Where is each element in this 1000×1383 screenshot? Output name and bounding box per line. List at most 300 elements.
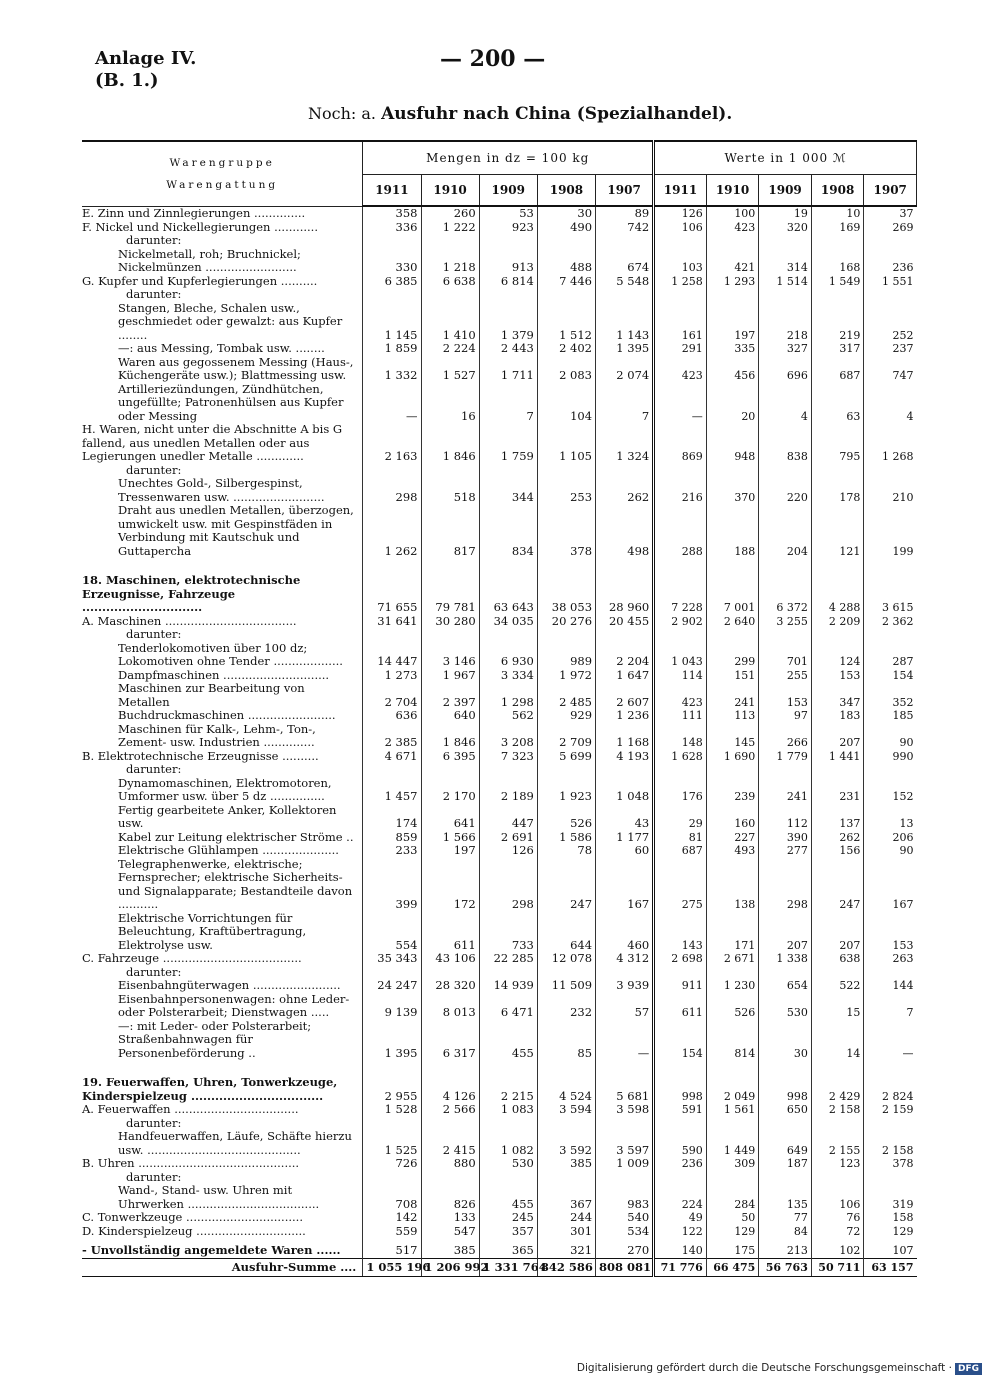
empty-cell bbox=[363, 628, 421, 642]
empty-cell bbox=[759, 464, 812, 478]
werte-cell: 701 bbox=[759, 642, 812, 669]
table-row bbox=[82, 993, 917, 1020]
table-row bbox=[82, 844, 917, 858]
spacer-cell bbox=[363, 1060, 421, 1070]
werte-cell: 124 bbox=[811, 642, 864, 669]
werte-cell: 171 bbox=[706, 912, 759, 953]
werte-cell: 687 bbox=[654, 844, 707, 858]
empty-cell bbox=[596, 763, 654, 777]
table-row bbox=[82, 1225, 917, 1239]
werte-cell: 168 bbox=[811, 248, 864, 275]
spacer-cell bbox=[537, 1060, 595, 1070]
mengen-cell: 233 bbox=[363, 844, 421, 858]
row-label: Dynamomaschinen, Elektromotoren, Umformer usw. über 5 dz ............... bbox=[118, 775, 332, 803]
row-label: Eisenbahngüterwagen ........................ bbox=[118, 978, 341, 992]
mengen-cell: 16 bbox=[421, 383, 479, 424]
mengen-year-1: 1910 bbox=[421, 175, 479, 207]
empty-cell bbox=[479, 234, 537, 248]
werte-cell: 1 551 bbox=[864, 275, 917, 289]
werte-cell: 814 bbox=[706, 1020, 759, 1061]
row-label: F. Nickel und Nickellegierungen ............ bbox=[82, 219, 318, 234]
werte-cell: 2 362 bbox=[864, 615, 917, 629]
werte-cell: 3 615 bbox=[864, 568, 917, 615]
werte-cell: 218 bbox=[759, 302, 812, 343]
row-label: darunter: bbox=[126, 1169, 182, 1184]
werte-cell: 838 bbox=[759, 423, 812, 464]
table-row bbox=[82, 1238, 917, 1258]
row-label: A. Maschinen .................................... bbox=[82, 613, 297, 628]
empty-cell bbox=[654, 288, 707, 302]
werte-cell: 135 bbox=[759, 1184, 812, 1211]
werte-cell: 1 628 bbox=[654, 750, 707, 764]
werte-cell: 207 bbox=[759, 912, 812, 953]
empty-cell bbox=[479, 628, 537, 642]
row-label: Maschinen zur Bearbeitung von Metallen bbox=[118, 681, 305, 709]
mengen-cell: 358 bbox=[363, 206, 421, 221]
table-row bbox=[82, 723, 917, 750]
mengen-cell: 1 177 bbox=[596, 831, 654, 845]
mengen-cell: 5 548 bbox=[596, 275, 654, 289]
mengen-cell: 447 bbox=[479, 804, 537, 831]
mengen-cell: 301 bbox=[537, 1225, 595, 1239]
empty-cell bbox=[537, 628, 595, 642]
werte-cell: 156 bbox=[811, 844, 864, 858]
table-row bbox=[82, 1060, 917, 1070]
werte-cell: 188 bbox=[706, 504, 759, 558]
werte-cell: 2 049 bbox=[706, 1070, 759, 1103]
table-row bbox=[82, 477, 917, 504]
mengen-cell: 53 bbox=[479, 206, 537, 221]
werte-cell: 148 bbox=[654, 723, 707, 750]
mengen-cell: 22 285 bbox=[479, 952, 537, 966]
empty-cell bbox=[811, 1171, 864, 1185]
werte-cell: 219 bbox=[811, 302, 864, 343]
empty-cell bbox=[596, 966, 654, 980]
werte-cell: 121 bbox=[811, 504, 864, 558]
mengen-cell: 1 143 bbox=[596, 302, 654, 343]
empty-cell bbox=[363, 1171, 421, 1185]
mengen-cell: 1 048 bbox=[596, 777, 654, 804]
spacer-cell bbox=[421, 558, 479, 568]
empty-cell bbox=[654, 763, 707, 777]
mengen-year-3: 1908 bbox=[537, 175, 595, 207]
row-label: Dampfmaschinen ............................. bbox=[118, 667, 330, 682]
row-label: Unechtes Gold-, Silbergespinst, Tressenwaren usw. ......................... bbox=[118, 476, 325, 504]
mengen-cell: 490 bbox=[537, 221, 595, 235]
mengen-cell: 365 bbox=[479, 1238, 537, 1258]
werte-cell: 153 bbox=[864, 912, 917, 953]
mengen-cell: 63 643 bbox=[479, 568, 537, 615]
mengen-cell: 385 bbox=[421, 1238, 479, 1258]
mengen-cell: 530 bbox=[479, 1157, 537, 1171]
mengen-cell: 8 013 bbox=[421, 993, 479, 1020]
mengen-cell: 1 859 bbox=[363, 342, 421, 356]
empty-cell bbox=[363, 234, 421, 248]
row-label: Elektrische Glühlampen ..................... bbox=[118, 843, 339, 857]
mengen-cell: 7 bbox=[596, 383, 654, 424]
mengen-cell: 43 bbox=[596, 804, 654, 831]
werte-cell: 1 514 bbox=[759, 275, 812, 289]
mengen-cell: 1 647 bbox=[596, 669, 654, 683]
table-row bbox=[82, 1130, 917, 1157]
werte-cell: 423 bbox=[654, 356, 707, 383]
mengen-cell: 253 bbox=[537, 477, 595, 504]
werte-cell: 129 bbox=[864, 1225, 917, 1239]
werte-cell: 241 bbox=[706, 682, 759, 709]
export-table bbox=[82, 140, 917, 1277]
table-row bbox=[82, 342, 917, 356]
werte-cell: 183 bbox=[811, 709, 864, 723]
werte-cell: 216 bbox=[654, 477, 707, 504]
werte-cell: 291 bbox=[654, 342, 707, 356]
werte-cell: 175 bbox=[706, 1238, 759, 1258]
werte-cell: 50 711 bbox=[811, 1258, 864, 1277]
mengen-cell: 1 457 bbox=[363, 777, 421, 804]
werte-cell: 3 255 bbox=[759, 615, 812, 629]
empty-cell bbox=[537, 464, 595, 478]
werte-cell: 63 bbox=[811, 383, 864, 424]
werte-cell: 1 441 bbox=[811, 750, 864, 764]
mengen-cell: 126 bbox=[479, 844, 537, 858]
werte-cell: 347 bbox=[811, 682, 864, 709]
table-row bbox=[82, 504, 917, 558]
row-label: Elektrische Vorrichtungen für Beleuchtung, Kraftübertragung, Elektrolyse usw. bbox=[118, 910, 307, 952]
mengen-cell: 38 053 bbox=[537, 568, 595, 615]
mengen-cell: 1 273 bbox=[363, 669, 421, 683]
mengen-cell: 559 bbox=[363, 1225, 421, 1239]
row-label: - Unvollständig angemeldete Waren ...... bbox=[82, 1243, 341, 1257]
mengen-cell: 78 bbox=[537, 844, 595, 858]
mengen-cell: 260 bbox=[421, 206, 479, 221]
empty-cell bbox=[811, 966, 864, 980]
werte-cell: 154 bbox=[864, 669, 917, 683]
mengen-cell: 808 081 bbox=[596, 1258, 654, 1277]
werte-cell: 106 bbox=[811, 1184, 864, 1211]
mengen-cell: 167 bbox=[596, 858, 654, 912]
werte-cell: 20 bbox=[706, 383, 759, 424]
mengen-cell: 2 485 bbox=[537, 682, 595, 709]
mengen-cell: 2 204 bbox=[596, 642, 654, 669]
row-label: E. Zinn und Zinnlegierungen .............. bbox=[82, 206, 306, 220]
empty-cell bbox=[864, 1171, 917, 1185]
empty-cell bbox=[864, 288, 917, 302]
empty-cell bbox=[537, 1117, 595, 1131]
werte-cell: 1 549 bbox=[811, 275, 864, 289]
werte-cell: 7 bbox=[864, 993, 917, 1020]
werte-cell: 178 bbox=[811, 477, 864, 504]
mengen-cell: 3 598 bbox=[596, 1103, 654, 1117]
empty-cell bbox=[706, 464, 759, 478]
werte-cell: 2 158 bbox=[811, 1103, 864, 1117]
mengen-cell: 4 126 bbox=[421, 1070, 479, 1103]
table-row bbox=[82, 221, 917, 235]
werte-cell: 1 338 bbox=[759, 952, 812, 966]
empty-cell bbox=[479, 966, 537, 980]
row-label: B. Elektrotechnische Erzeugnisse .......... bbox=[82, 748, 319, 763]
werte-cell: 7 001 bbox=[706, 568, 759, 615]
table-row bbox=[82, 628, 917, 642]
werte-cell: 2 698 bbox=[654, 952, 707, 966]
werte-cell: 239 bbox=[706, 777, 759, 804]
werte-cell: 13 bbox=[864, 804, 917, 831]
mengen-cell: 4 671 bbox=[363, 750, 421, 764]
empty-cell bbox=[421, 1171, 479, 1185]
mengen-cell: 6 814 bbox=[479, 275, 537, 289]
empty-cell bbox=[811, 234, 864, 248]
table-row bbox=[82, 1211, 917, 1225]
werte-cell: 327 bbox=[759, 342, 812, 356]
empty-cell bbox=[479, 464, 537, 478]
mengen-cell: 1 331 764 bbox=[479, 1258, 537, 1277]
empty-cell bbox=[654, 1171, 707, 1185]
mengen-cell: 104 bbox=[537, 383, 595, 424]
mengen-cell: 3 146 bbox=[421, 642, 479, 669]
empty-cell bbox=[706, 1117, 759, 1131]
table-row bbox=[82, 682, 917, 709]
empty-cell bbox=[537, 966, 595, 980]
mengen-cell: 28 960 bbox=[596, 568, 654, 615]
mengen-cell: 923 bbox=[479, 221, 537, 235]
werte-cell: 152 bbox=[864, 777, 917, 804]
werte-cell: 123 bbox=[811, 1157, 864, 1171]
spacer-cell bbox=[706, 1060, 759, 1070]
werte-cell: 696 bbox=[759, 356, 812, 383]
werte-cell: 204 bbox=[759, 504, 812, 558]
mengen-cell: 562 bbox=[479, 709, 537, 723]
werte-cell: 169 bbox=[811, 221, 864, 235]
table-row bbox=[82, 1184, 917, 1211]
mengen-cell: 1 379 bbox=[479, 302, 537, 343]
werte-cell: 6 372 bbox=[759, 568, 812, 615]
table-row bbox=[82, 1020, 917, 1061]
mengen-cell: 133 bbox=[421, 1211, 479, 1225]
table-row bbox=[82, 750, 917, 764]
subtitle-prefix: Noch: a. bbox=[308, 104, 376, 123]
werte-cell: 50 bbox=[706, 1211, 759, 1225]
werte-cell: 638 bbox=[811, 952, 864, 966]
werte-cell: 493 bbox=[706, 844, 759, 858]
mengen-cell: 336 bbox=[363, 221, 421, 235]
row-label: C. Tonwerkzeuge ................................ bbox=[82, 1210, 303, 1224]
werte-cell: 255 bbox=[759, 669, 812, 683]
mengen-cell: 929 bbox=[537, 709, 595, 723]
empty-cell bbox=[706, 966, 759, 980]
werte-cell: 241 bbox=[759, 777, 812, 804]
table-row bbox=[82, 558, 917, 568]
row-label: darunter: bbox=[126, 287, 182, 301]
empty-cell bbox=[706, 1171, 759, 1185]
row-label: Kabel zur Leitung elektrischer Ströme .. bbox=[118, 829, 354, 844]
werte-cell: 319 bbox=[864, 1184, 917, 1211]
mengen-cell: 1 206 992 bbox=[421, 1258, 479, 1277]
mengen-year-2: 1909 bbox=[479, 175, 537, 207]
empty-cell bbox=[864, 234, 917, 248]
row-label: 18. Maschinen, elektrotechnische Erzeugnisse, Fahrzeuge .............................. bbox=[82, 573, 301, 614]
row-label: Tenderlokomotiven über 100 dz; Lokomotiven ohne Tender ................... bbox=[118, 640, 343, 668]
table-row bbox=[82, 288, 917, 302]
werte-cell: 97 bbox=[759, 709, 812, 723]
spacer-cell bbox=[596, 558, 654, 568]
werte-cell: 167 bbox=[864, 858, 917, 912]
spacer-cell bbox=[82, 1060, 363, 1070]
werte-cell: 81 bbox=[654, 831, 707, 845]
werte-year-0: 1911 bbox=[654, 175, 707, 207]
table-row bbox=[82, 423, 917, 464]
mengen-cell: 298 bbox=[479, 858, 537, 912]
spacer-cell bbox=[759, 1060, 812, 1070]
werte-cell: 154 bbox=[654, 1020, 707, 1061]
footer bbox=[577, 1362, 982, 1375]
spacer-cell bbox=[363, 558, 421, 568]
werte-cell: 309 bbox=[706, 1157, 759, 1171]
empty-cell bbox=[421, 763, 479, 777]
werte-year-4: 1907 bbox=[864, 175, 917, 207]
mengen-cell: 1 222 bbox=[421, 221, 479, 235]
table-row bbox=[82, 952, 917, 966]
table-row bbox=[82, 858, 917, 912]
mengen-cell: 826 bbox=[421, 1184, 479, 1211]
row-label: darunter: bbox=[126, 627, 182, 641]
mengen-cell: 2 074 bbox=[596, 356, 654, 383]
mengen-cell: 3 594 bbox=[537, 1103, 595, 1117]
werte-cell: 317 bbox=[811, 342, 864, 356]
werte-cell: 2 159 bbox=[864, 1103, 917, 1117]
mengen-cell: 2 691 bbox=[479, 831, 537, 845]
mengen-cell: 344 bbox=[479, 477, 537, 504]
empty-cell bbox=[479, 288, 537, 302]
werte-cell: 100 bbox=[706, 206, 759, 221]
werte-cell: 158 bbox=[864, 1211, 917, 1225]
row-label: Stangen, Bleche, Schalen usw., geschmiedet oder gewalzt: aus Kupfer ........ bbox=[118, 300, 343, 342]
empty-cell bbox=[759, 1171, 812, 1185]
row-label: Maschinen für Kalk-, Lehm-, Ton-, Zement- usw. Industrien .............. bbox=[118, 721, 316, 749]
werte-cell: 990 bbox=[864, 750, 917, 764]
empty-cell bbox=[654, 628, 707, 642]
mengen-cell: 517 bbox=[363, 1238, 421, 1258]
werte-cell: 1 561 bbox=[706, 1103, 759, 1117]
mengen-cell: 1 145 bbox=[363, 302, 421, 343]
table-row bbox=[82, 568, 917, 615]
werte-cell: 210 bbox=[864, 477, 917, 504]
werte-cell: 37 bbox=[864, 206, 917, 221]
werte-cell: 1 690 bbox=[706, 750, 759, 764]
werte-cell: 153 bbox=[759, 682, 812, 709]
row-label: darunter: bbox=[126, 233, 182, 247]
mengen-cell: 726 bbox=[363, 1157, 421, 1171]
werte-cell: 63 157 bbox=[864, 1258, 917, 1277]
empty-cell bbox=[479, 1171, 537, 1185]
mengen-cell: 518 bbox=[421, 477, 479, 504]
mengen-cell: 1 923 bbox=[537, 777, 595, 804]
werte-cell: 213 bbox=[759, 1238, 812, 1258]
table-row bbox=[82, 831, 917, 845]
mengen-cell: — bbox=[363, 383, 421, 424]
mengen-cell: 20 455 bbox=[596, 615, 654, 629]
werte-cell: 77 bbox=[759, 1211, 812, 1225]
mengen-cell: 1 846 bbox=[421, 723, 479, 750]
mengen-cell: 2 566 bbox=[421, 1103, 479, 1117]
table-row bbox=[82, 356, 917, 383]
werte-cell: 269 bbox=[864, 221, 917, 235]
werte-cell: 287 bbox=[864, 642, 917, 669]
mengen-header: Mengen in dz = 100 kg bbox=[363, 141, 654, 175]
werte-cell: 90 bbox=[864, 723, 917, 750]
werte-cell: 378 bbox=[864, 1157, 917, 1171]
werte-cell: 869 bbox=[654, 423, 707, 464]
werte-cell: 687 bbox=[811, 356, 864, 383]
werte-cell: 107 bbox=[864, 1238, 917, 1258]
mengen-cell: 742 bbox=[596, 221, 654, 235]
mengen-cell: 71 655 bbox=[363, 568, 421, 615]
mengen-cell: 913 bbox=[479, 248, 537, 275]
mengen-cell: 1 512 bbox=[537, 302, 595, 343]
mengen-cell: 2 607 bbox=[596, 682, 654, 709]
row-label: Handfeuerwaffen, Läufe, Schäfte hierzu usw. .......................................... bbox=[118, 1129, 352, 1157]
empty-cell bbox=[811, 628, 864, 642]
mengen-cell: 6 471 bbox=[479, 993, 537, 1020]
werte-cell: 122 bbox=[654, 1225, 707, 1239]
empty-cell bbox=[596, 1171, 654, 1185]
mengen-cell: 2 385 bbox=[363, 723, 421, 750]
empty-cell bbox=[596, 234, 654, 248]
mengen-cell: 6 385 bbox=[363, 275, 421, 289]
werte-cell: 2 158 bbox=[864, 1130, 917, 1157]
table-row bbox=[82, 709, 917, 723]
werte-cell: 370 bbox=[706, 477, 759, 504]
row-label: Waren aus gegossenem Messing (Haus-, Küchengeräte usw.); Blattmessing usw. bbox=[118, 354, 354, 382]
mengen-cell: 2 215 bbox=[479, 1070, 537, 1103]
werte-cell: 112 bbox=[759, 804, 812, 831]
table-row bbox=[82, 669, 917, 683]
table-row bbox=[82, 804, 917, 831]
mengen-cell: 1 083 bbox=[479, 1103, 537, 1117]
werte-cell: 19 bbox=[759, 206, 812, 221]
werte-cell: 1 293 bbox=[706, 275, 759, 289]
row-label: darunter: bbox=[126, 964, 182, 979]
werte-cell: 207 bbox=[811, 723, 864, 750]
mengen-cell: 7 bbox=[479, 383, 537, 424]
table-row bbox=[82, 615, 917, 629]
mengen-cell: 547 bbox=[421, 1225, 479, 1239]
werte-cell: 206 bbox=[864, 831, 917, 845]
mengen-cell: 34 035 bbox=[479, 615, 537, 629]
werte-cell: 591 bbox=[654, 1103, 707, 1117]
werte-cell: 138 bbox=[706, 858, 759, 912]
werte-cell: 284 bbox=[706, 1184, 759, 1211]
mengen-cell: 367 bbox=[537, 1184, 595, 1211]
mengen-cell: 1 168 bbox=[596, 723, 654, 750]
mengen-year-0: 1911 bbox=[363, 175, 421, 207]
spacer-cell bbox=[811, 1060, 864, 1070]
werte-cell: 277 bbox=[759, 844, 812, 858]
mengen-cell: 498 bbox=[596, 504, 654, 558]
label-column-header bbox=[82, 141, 363, 206]
werte-cell: 456 bbox=[706, 356, 759, 383]
werte-cell: 103 bbox=[654, 248, 707, 275]
mengen-cell: 460 bbox=[596, 912, 654, 953]
mengen-cell: 1 332 bbox=[363, 356, 421, 383]
mengen-cell: 6 638 bbox=[421, 275, 479, 289]
werte-header: Werte in 1 000 ℳ bbox=[654, 141, 917, 175]
werte-cell: 421 bbox=[706, 248, 759, 275]
label-header-kind: Warengattung bbox=[166, 178, 279, 191]
mengen-cell: 330 bbox=[363, 248, 421, 275]
werte-cell: 795 bbox=[811, 423, 864, 464]
empty-cell bbox=[759, 966, 812, 980]
empty-cell bbox=[596, 288, 654, 302]
werte-cell: 2 209 bbox=[811, 615, 864, 629]
werte-cell: 72 bbox=[811, 1225, 864, 1239]
